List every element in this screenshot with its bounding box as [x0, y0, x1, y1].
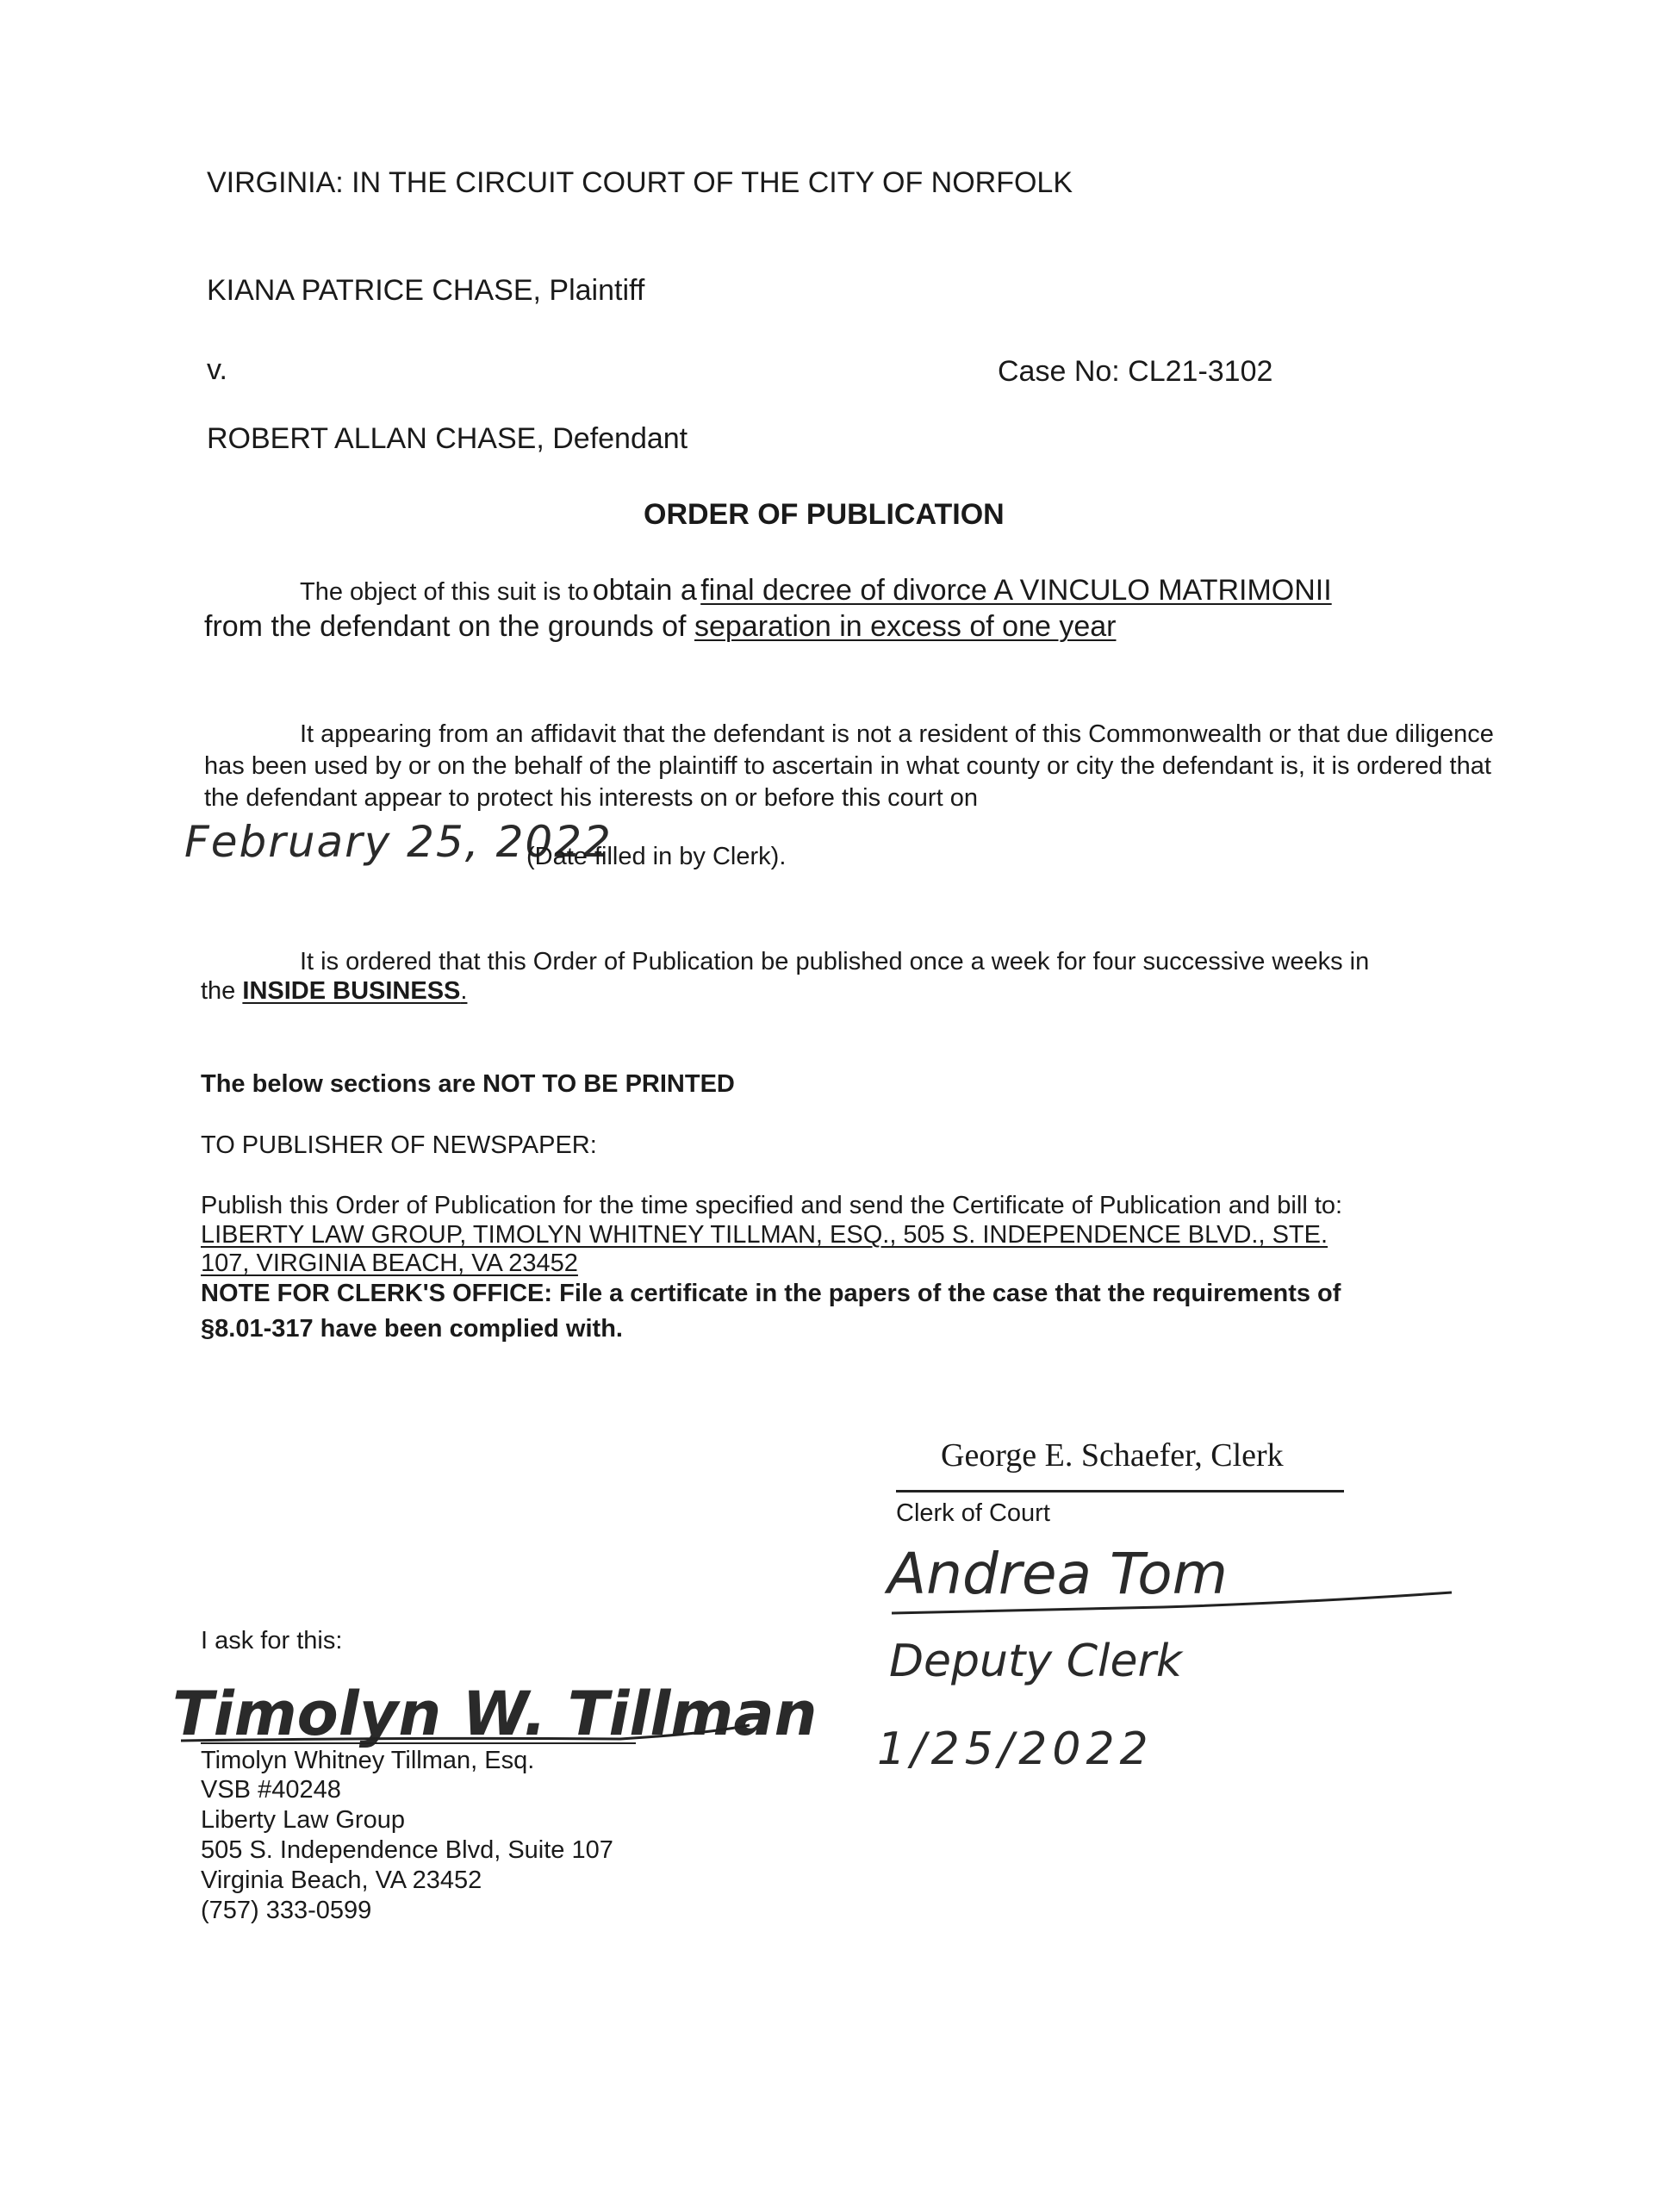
object-obtain: obtain a — [592, 574, 697, 607]
object-lead: The object of this suit is to — [300, 578, 589, 606]
deputy-signature-stroke — [887, 1568, 1456, 1620]
defendant-line: ROBERT ALLAN CHASE, Defendant — [207, 422, 688, 455]
attorney-firm: Liberty Law Group — [201, 1806, 405, 1834]
object-line-1 — [300, 574, 1332, 608]
decree-type: final decree of divorce A VINCULO MATRIMONII — [700, 574, 1332, 607]
attorney-address-1: 505 S. Independence Blvd, Suite 107 — [201, 1836, 613, 1864]
versus-label: v. — [207, 353, 227, 386]
clerk-stamp-name: George E. Schaefer, Clerk — [941, 1437, 1284, 1474]
attorney-phone: (757) 333-0599 — [201, 1897, 372, 1924]
clerk-note-line-2: §8.01-317 have been complied with. — [201, 1315, 623, 1343]
court-heading: VIRGINIA: IN THE CIRCUIT COURT OF THE CITY OF NORFOLK — [207, 166, 1073, 199]
divorce-grounds: separation in excess of one year — [694, 610, 1117, 643]
ask-for-this-label: I ask for this: — [201, 1627, 343, 1654]
not-printed-heading: The below sections are NOT TO BE PRINTED — [201, 1070, 735, 1098]
attorney-vsb: VSB #40248 — [201, 1776, 341, 1804]
plaintiff-line: KIANA PATRICE CHASE, Plaintiff — [207, 274, 645, 307]
clerk-signature-rule — [896, 1490, 1344, 1492]
newspaper-name: INSIDE BUSINESS — [242, 977, 461, 1005]
clerk-note-line-1: NOTE FOR CLERK'S OFFICE: File a certificate in the papers of the case that the requirements of — [201, 1280, 1341, 1307]
publish-instructions: Publish this Order of Publication for the time specified and send the Certificate of Publication and bill to: — [201, 1192, 1343, 1219]
publication-the: the — [201, 977, 236, 1005]
date-filled-note: (Date filled in by Clerk). — [526, 843, 787, 870]
publication-text: It is ordered that this Order of Publication be published once a week for four successive weeks in — [300, 948, 1370, 975]
attorney-name: Timolyn Whitney Tillman, Esq. — [201, 1747, 535, 1774]
affidavit-paragraph: It appearing from an affidavit that the defendant is not a resident of this Commonwealth or that due diligence has been used by or on the behalf of the plaintiff to ascertain in what county or city the defendant is, it is ordered that the defendant appear to protect his interests on or before this court on — [204, 720, 1494, 812]
clerk-signature-date: 1/25/2022 — [877, 1723, 1154, 1775]
attorney-signature-rule — [201, 1742, 636, 1744]
billing-address-line-2: 107, VIRGINIA BEACH, VA 23452 — [201, 1249, 578, 1277]
to-publisher-label: TO PUBLISHER OF NEWSPAPER: — [201, 1131, 597, 1159]
publication-line-2 — [201, 977, 467, 1006]
clerk-of-court-label: Clerk of Court — [896, 1499, 1050, 1527]
attorney-address-2: Virginia Beach, VA 23452 — [201, 1866, 482, 1894]
document-title: ORDER OF PUBLICATION — [644, 498, 1005, 531]
handwritten-hearing-date: February 25, 2022 — [184, 817, 613, 867]
publication-period: . — [460, 977, 468, 1005]
object-line-2 — [204, 610, 1116, 644]
deputy-clerk-title: Deputy Clerk — [889, 1636, 1182, 1687]
case-number: Case No: CL21-3102 — [998, 355, 1273, 388]
attorney-signature: Timolyn W. Tillman — [172, 1679, 818, 1749]
billing-address-line-1: LIBERTY LAW GROUP, TIMOLYN WHITNEY TILLMAN, ESQ., 505 S. INDEPENDENCE BLVD., STE. — [201, 1221, 1328, 1249]
deputy-clerk-signature: Andrea Tom — [887, 1541, 1228, 1607]
grounds-lead: from the defendant on the grounds of — [204, 610, 687, 643]
